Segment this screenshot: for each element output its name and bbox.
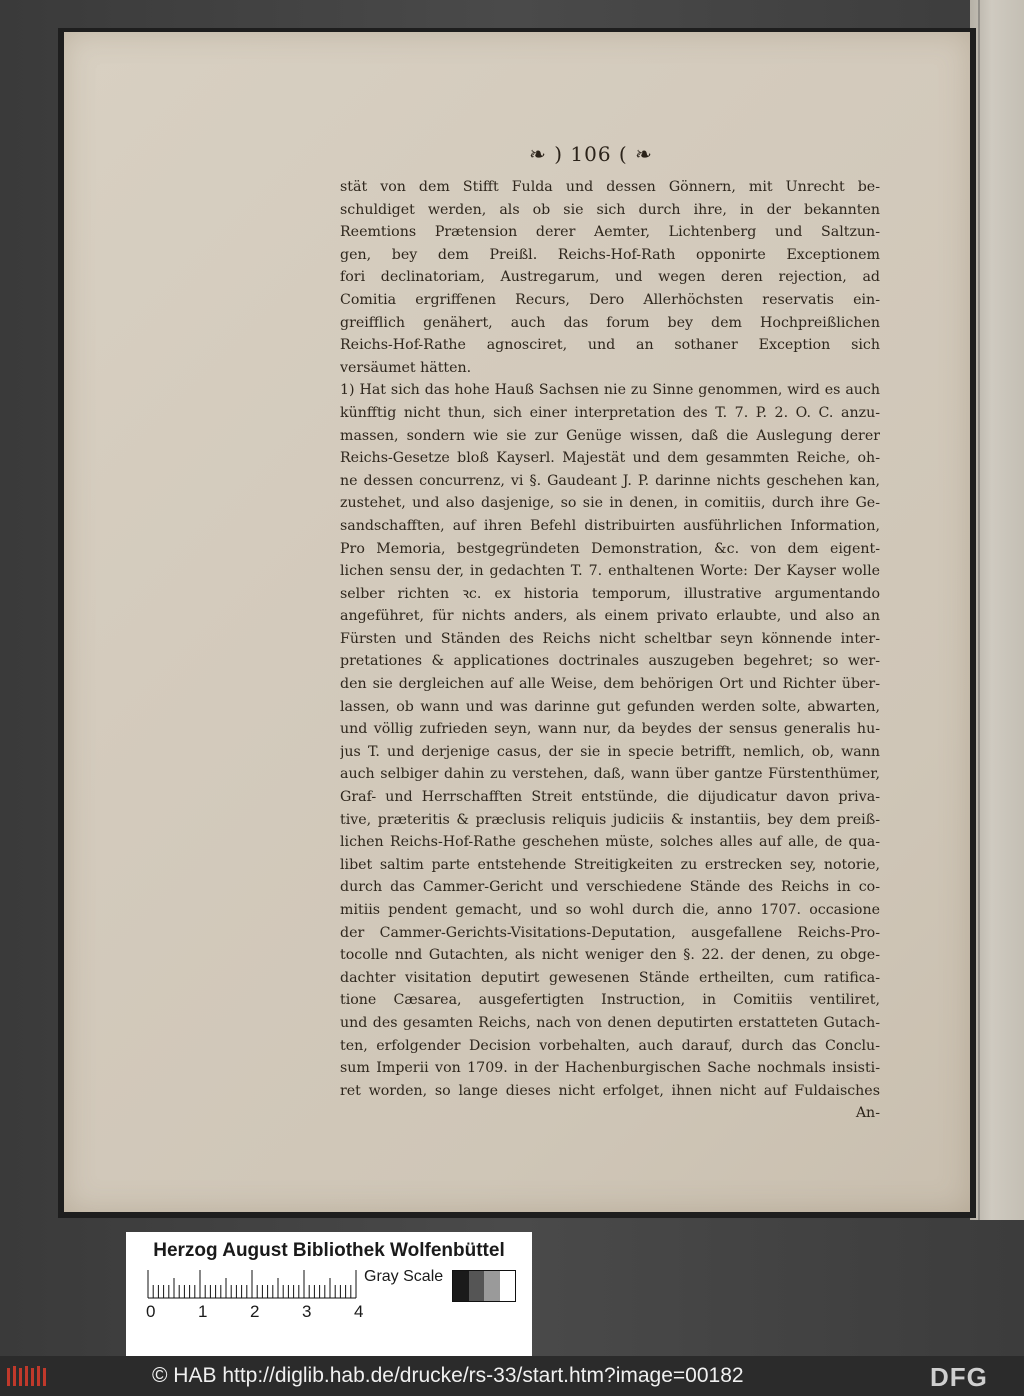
gray-swatch	[500, 1271, 516, 1301]
measurement-ruler	[146, 1268, 358, 1300]
text-line: dachter visitation deputirt gewesenen Stände ertheilten, cum ratifica-	[340, 969, 880, 986]
text-line: angeführet, für nichts anders, als einem privato erlaubte, und also an	[340, 608, 880, 625]
text-line: versäumet hätten.	[340, 359, 472, 376]
text-line: libet saltim parte entstehende Streitigkeiten zu erstrecken sey, notorie,	[340, 856, 880, 873]
text-line: tione Cæsarea, ausgefertigten Instruction, in Comitiis ventiliret,	[340, 992, 880, 1009]
ruler-number: 2	[250, 1302, 260, 1321]
text-line: fori declinatoriam, Austregarum, und wegen deren rejection, ad	[340, 269, 880, 286]
text-line: jus T. und derjenige casus, der sie in specie betrifft, nemlich, ob, wann	[340, 743, 880, 760]
ruler-numbers	[140, 1302, 370, 1324]
library-name: Herzog August Bibliothek Wolfenbüttel	[153, 1240, 505, 1261]
text-line: An-	[855, 1105, 880, 1122]
ruler-number: 1	[198, 1302, 208, 1321]
text-line: ret worden, so lange dieses nicht erfolget, ihnen nicht auf Fuldaisches	[340, 1082, 880, 1099]
text-line: Reichs-Gesetze bloß Kayserl. Majestät und dem gesammten Reiche, oh-	[340, 450, 880, 467]
page-number-header: ❧ ) 106 ( ❧	[529, 142, 653, 166]
gray-swatch	[484, 1271, 500, 1301]
text-line: lichen sensu der, in gedachten T. 7. enthaltenen Worte: Der Kayser wolle	[340, 563, 880, 580]
dfg-logo: DFG	[930, 1362, 988, 1392]
text-line: Reemtions Prætension derer Aemter, Lichtenberg und Saltzun-	[340, 224, 880, 241]
text-line: lassen, ob wann und was darinne gut gefunden werden solte, abwarten,	[340, 698, 880, 715]
text-line: sandschafften, auf ihren Befehl distribuirten ausführlichen Information,	[340, 517, 880, 534]
text-line: zustehet, und also dasjenige, so sie in denen, in comitiis, durch ihre Ge-	[340, 495, 880, 512]
text-line: pretationes & applicationes doctrinales auszugeben begehret; so wer-	[340, 653, 880, 670]
text-line: Comitia ergriffenen Recurs, Dero Allerhöchsten reservatis ein-	[340, 291, 880, 308]
text-line: künfftig nicht thun, sich einer interpretation des T. 7. P. 2. O. C. anzu-	[340, 404, 880, 421]
text-line: den sie dergleichen auf alle Weise, dem behörigen Ort und Richter über-	[340, 676, 880, 693]
text-line: der Cammer-Gerichts-Visitations-Deputation, ausgefallene Reichs-Pro-	[340, 924, 880, 941]
footer-bar	[0, 1356, 1024, 1396]
text-line: sum Imperii von 1709. in der Hachenburgischen Sache nochmals insisti-	[340, 1060, 880, 1077]
text-line: mitiis pendent gemacht, und so wohl durch die, anno 1707. occasione	[340, 902, 880, 918]
ruler-number: 3	[302, 1302, 312, 1321]
text-line: lichen Reichs-Hof-Rathe geschehen müste, solches alles auf alle, de qua-	[340, 834, 880, 851]
text-line: Reichs-Hof-Rathe agnosciret, und an sothaner Exception sich	[340, 337, 880, 354]
text-line: ten, erfolgender Decision vorbehalten, auch darauf, durch das Conclu-	[340, 1037, 880, 1054]
text-line: 1) Hat sich das hohe Hauß Sachsen nie zu Sinne genommen, wird es auch	[340, 382, 880, 399]
text-line: greifflich genähert, auch das forum bey dem Hochpreißlichen	[340, 314, 880, 331]
text-line: Pro Memoria, bestgegründeten Demonstration, &c. von dem eigent-	[340, 540, 880, 557]
gray-swatch	[469, 1271, 485, 1301]
text-line: auch selbiger dahin zu verstehen, daß, wann über gantze Fürstenthümer,	[340, 766, 880, 783]
text-line: durch das Cammer-Gericht und verschiedene Stände des Reichs in co-	[340, 879, 880, 896]
copyright-url-text[interactable]: © HAB http://diglib.hab.de/drucke/rs-33/start.htm?image=00182	[152, 1364, 744, 1387]
text-line: tive, præteritis & præclusis reliquis judiciis & instantiis, bey dem preiß-	[340, 811, 880, 828]
ruler-number: 4	[354, 1302, 364, 1321]
text-line: stät von dem Stifft Fulda und dessen Gönnern, mit Unrecht be-	[340, 179, 880, 195]
text-line: und des gesamten Reichs, nach von denen deputirten erstatteten Gutach-	[340, 1014, 880, 1031]
text-line: gen, bey dem Preißl. Reichs-Hof-Rath opponirte Exceptionem	[340, 246, 880, 263]
text-line: ne dessen concurrenz, vi §. Gaudeant J. P. darinne nichts geschehen kan,	[340, 472, 880, 489]
text-line: Fürsten und Ständen des Reichs nicht scheltbar seyn könnende inter-	[340, 630, 880, 647]
adjacent-page-edge	[970, 0, 1024, 1220]
text-line: Graf- und Herrschafften Streit entstünde, die dijudicatur davon priva-	[340, 789, 880, 806]
text-line: massen, sondern wie sie zur Genüge wissen, daß die Auslegung derer	[340, 427, 880, 444]
text-line: und völlig zufrieden seyn, wann nur, da beydes der sensus generalis hu-	[340, 721, 880, 738]
hab-logo-icon	[6, 1364, 50, 1388]
text-line: selber richten ꝛc. ex historia temporum, illustrative argumentando	[340, 585, 880, 602]
gray-scale-swatches	[452, 1270, 516, 1302]
text-line: tocolle nnd Gutachten, als nicht weniger den §. 22. der denen, zu obge-	[340, 947, 880, 964]
page-edge-shadow	[978, 0, 980, 1220]
gray-scale-label: Gray Scale	[364, 1268, 444, 1285]
gray-swatch	[453, 1271, 469, 1301]
ruler-number: 0	[146, 1302, 156, 1321]
text-line: schuldiget werden, als ob sie sich durch ihre, in der bekannten	[340, 201, 880, 218]
page-body-text	[340, 176, 880, 1125]
